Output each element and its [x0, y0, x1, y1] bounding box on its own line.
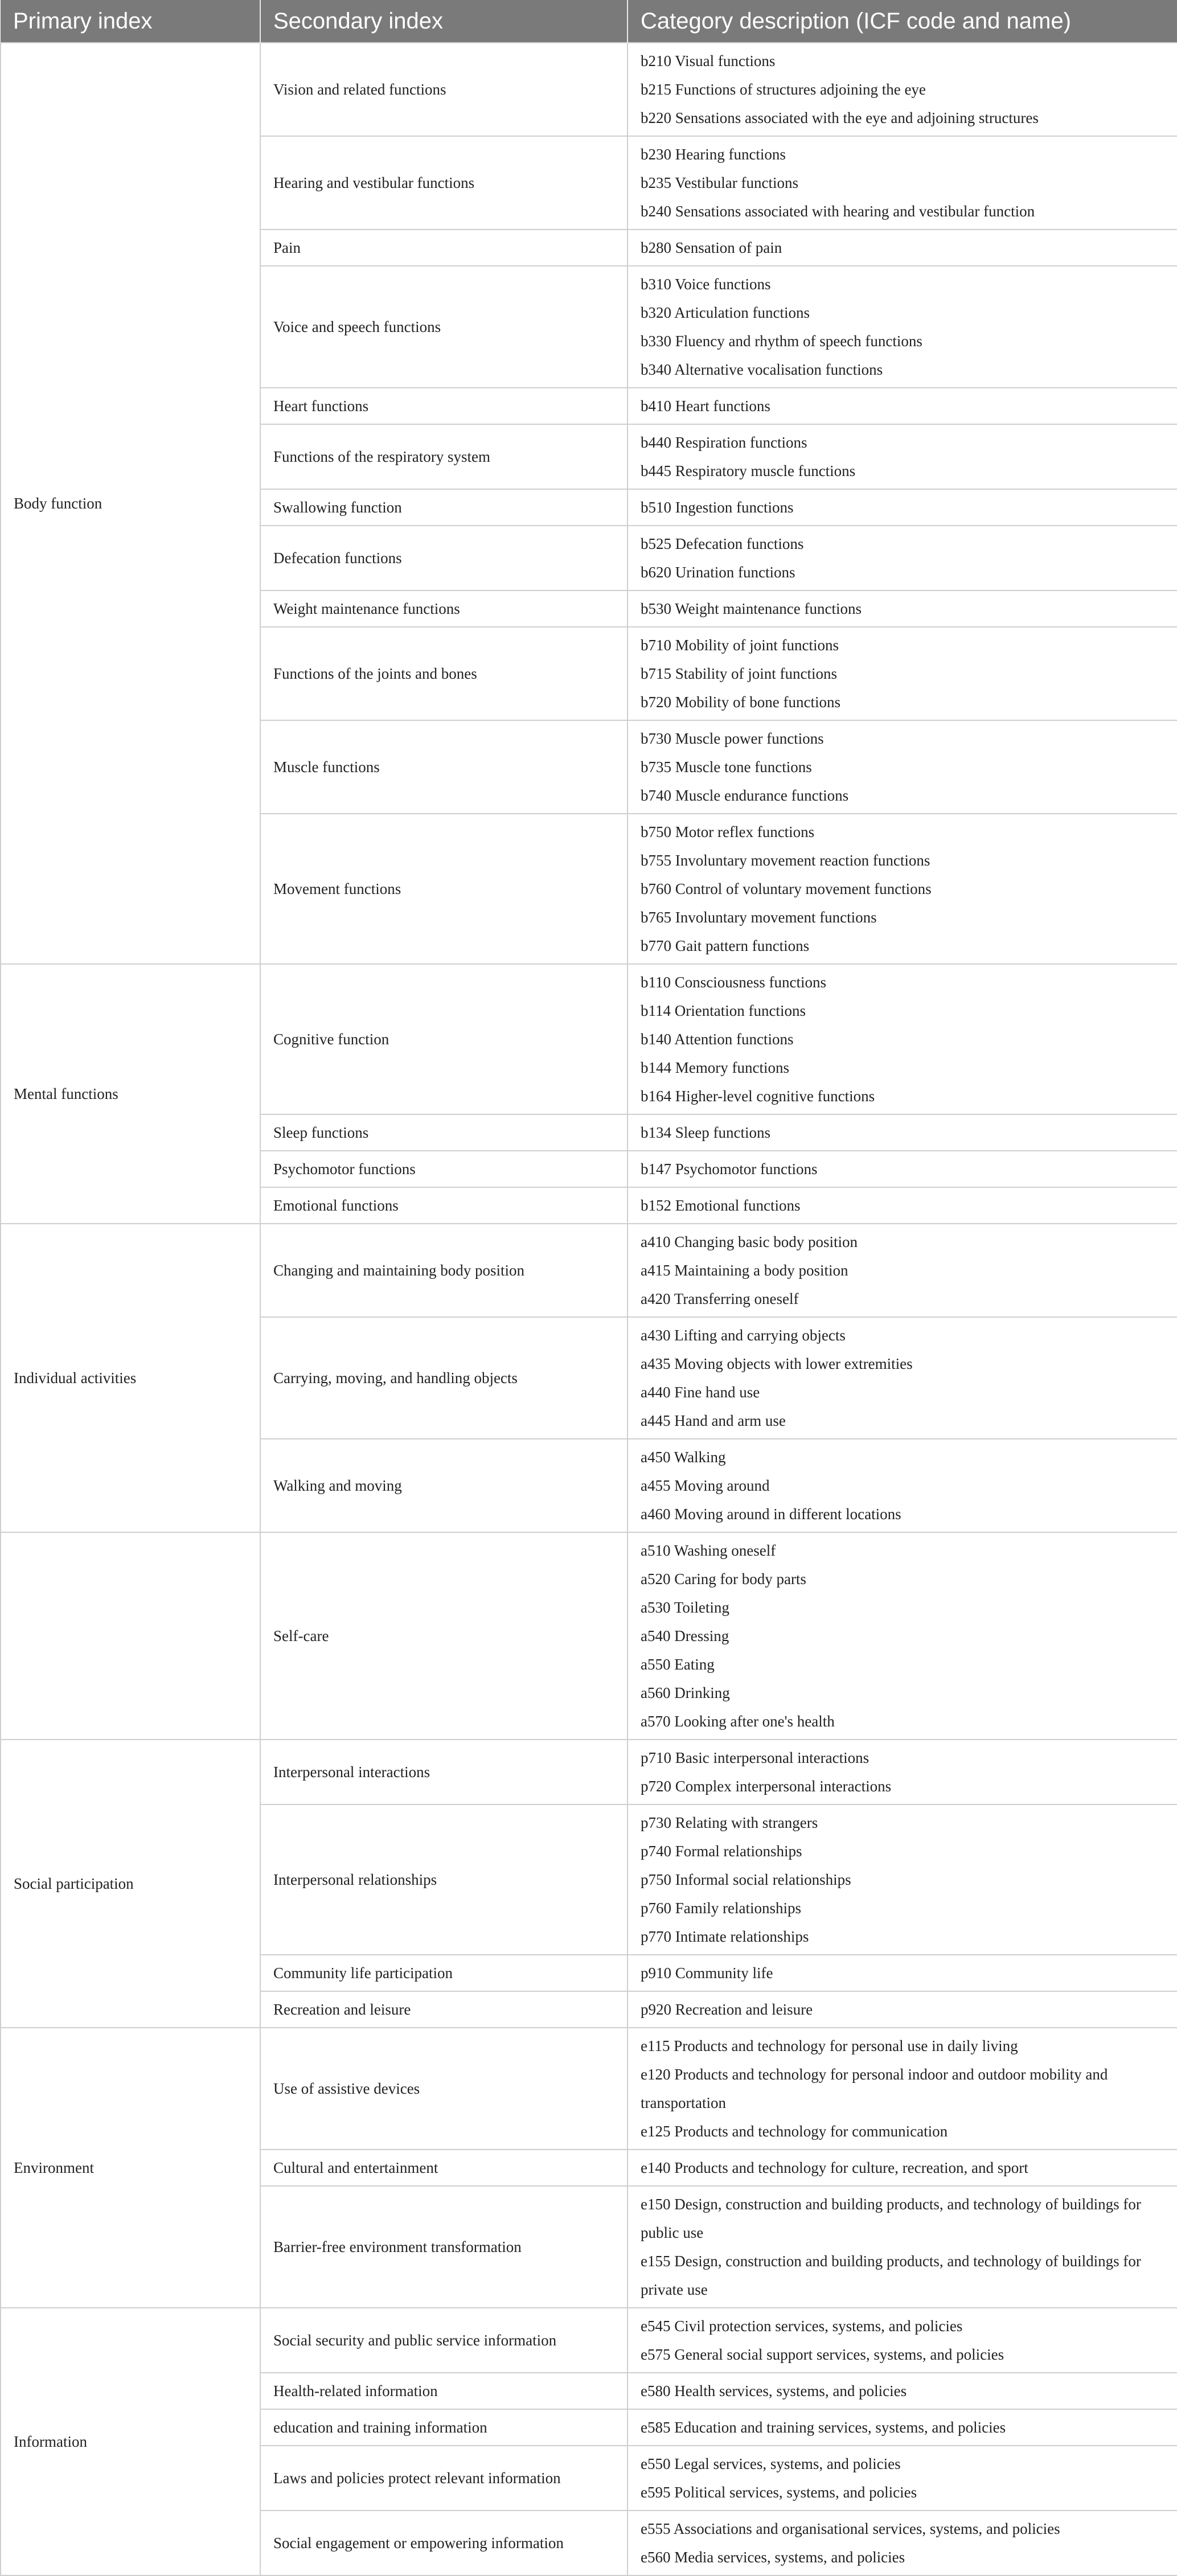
- secondary-index-cell: Interpersonal interactions: [260, 1740, 628, 1804]
- icf-code-entry: a445 Hand and arm use: [641, 1412, 786, 1429]
- primary-index-cell: Body function: [1, 43, 260, 964]
- secondary-index-cell: Social engagement or empowering information: [260, 2511, 628, 2575]
- icf-code-entry: b110 Consciousness functions: [641, 974, 826, 991]
- secondary-index-cell: Weight maintenance functions: [260, 590, 628, 627]
- category-description-cell: [628, 489, 1177, 526]
- icf-code-entry: e595 Political services, systems, and policies: [641, 2484, 917, 2501]
- secondary-index-cell: Social security and public service information: [260, 2308, 628, 2373]
- icf-code-entry: b340 Alternative vocalisation functions: [641, 361, 883, 378]
- secondary-index-cell: Walking and moving: [260, 1439, 628, 1532]
- icf-code-entry: b750 Motor reflex functions: [641, 823, 815, 840]
- category-description-cell: [628, 2028, 1177, 2150]
- icf-code-entry: a510 Washing oneself: [641, 1542, 776, 1559]
- icf-code-entry: b134 Sleep functions: [641, 1124, 770, 1141]
- category-description-cell: [628, 388, 1177, 424]
- icf-code-entry: p770 Intimate relationships: [641, 1928, 809, 1945]
- icf-code-entry: e585 Education and training services, systems, and policies: [641, 2419, 1006, 2436]
- secondary-index-cell: Cultural and entertainment: [260, 2150, 628, 2186]
- icf-code-entry: e575 General social support services, systems, and policies: [641, 2346, 1004, 2363]
- category-description-cell: [628, 1955, 1177, 1991]
- category-description-cell: [628, 1439, 1177, 1532]
- icf-code-entry: b144 Memory functions: [641, 1059, 789, 1076]
- icf-code-entry: a420 Transferring oneself: [641, 1290, 799, 1307]
- icf-code-entry: b147 Psychomotor functions: [641, 1160, 818, 1178]
- icf-code-entry: b445 Respiratory muscle functions: [641, 462, 856, 479]
- category-description-cell: [628, 2150, 1177, 2186]
- table-row: [1, 1532, 1177, 1740]
- category-description-cell: [628, 526, 1177, 590]
- icf-code-entry: b760 Control of voluntary movement functions: [641, 880, 932, 897]
- icf-code-entry: p740 Formal relationships: [641, 1843, 802, 1860]
- icf-code-entry: b215 Functions of structures adjoining the eye: [641, 81, 926, 98]
- category-description-cell: [628, 43, 1177, 136]
- icf-code-entry: b230 Hearing functions: [641, 146, 786, 163]
- icf-code-entry: e125 Products and technology for communication: [641, 2123, 948, 2140]
- header-primary-index: Primary index: [1, 0, 260, 43]
- icf-code-entry: a560 Drinking: [641, 1684, 730, 1701]
- icf-code-entry: p910 Community life: [641, 1964, 773, 1982]
- secondary-index-cell: Community life participation: [260, 1955, 628, 1991]
- category-description-cell: [628, 590, 1177, 627]
- secondary-index-cell: Cognitive function: [260, 964, 628, 1114]
- icf-code-entry: e140 Products and technology for culture, recreation, and sport: [641, 2159, 1028, 2176]
- table-body: [1, 43, 1177, 2575]
- icf-code-entry: b715 Stability of joint functions: [641, 665, 837, 682]
- icf-code-entry: b510 Ingestion functions: [641, 499, 794, 516]
- icf-code-entry: b765 Involuntary movement functions: [641, 909, 877, 926]
- icf-code-entry: a435 Moving objects with lower extremities: [641, 1355, 913, 1372]
- primary-index-cell: Social participation: [1, 1740, 260, 2028]
- icf-code-entry: a550 Eating: [641, 1656, 715, 1673]
- icf-code-entry: b235 Vestibular functions: [641, 174, 798, 191]
- icf-code-entry: b710 Mobility of joint functions: [641, 637, 839, 654]
- category-description-cell: [628, 2409, 1177, 2446]
- icf-code-entry: b620 Urination functions: [641, 564, 795, 581]
- icf-code-entry: b140 Attention functions: [641, 1031, 794, 1048]
- header-secondary-index: Secondary index: [260, 0, 628, 43]
- icf-code-entry: b310 Voice functions: [641, 276, 771, 293]
- category-description-cell: [628, 2373, 1177, 2409]
- icf-code-entry: p710 Basic interpersonal interactions: [641, 1749, 870, 1766]
- icf-code-entry: b440 Respiration functions: [641, 434, 807, 451]
- secondary-index-cell: Muscle functions: [260, 720, 628, 814]
- category-description-cell: [628, 814, 1177, 964]
- secondary-index-cell: Heart functions: [260, 388, 628, 424]
- secondary-index-cell: Movement functions: [260, 814, 628, 964]
- icf-code-entry: a440 Fine hand use: [641, 1384, 760, 1401]
- category-description-cell: [628, 627, 1177, 720]
- category-description-cell: [628, 1151, 1177, 1187]
- secondary-index-cell: Emotional functions: [260, 1187, 628, 1224]
- primary-index-cell: [1, 1532, 260, 1740]
- table-header: [1, 0, 1177, 43]
- icf-code-entry: a530 Toileting: [641, 1599, 729, 1616]
- secondary-index-cell: Functions of the respiratory system: [260, 424, 628, 489]
- category-description-cell: [628, 964, 1177, 1114]
- icf-code-entry: p730 Relating with strangers: [641, 1814, 818, 1831]
- secondary-index-cell: Vision and related functions: [260, 43, 628, 136]
- icf-code-entry: b410 Heart functions: [641, 397, 770, 415]
- icf-code-entry: b770 Gait pattern functions: [641, 937, 810, 954]
- icf-code-entry: e550 Legal services, systems, and policies: [641, 2455, 901, 2472]
- icf-code-entry: e155 Design, construction and building products, and technology of buildings for private use: [641, 2253, 1141, 2298]
- icf-code-entry: b755 Involuntary movement reaction functions: [641, 852, 930, 869]
- icf-code-entry: p750 Informal social relationships: [641, 1871, 851, 1888]
- category-description-cell: [628, 2308, 1177, 2373]
- icf-code-entry: b525 Defecation functions: [641, 535, 804, 552]
- icf-code-entry: a415 Maintaining a body position: [641, 1262, 848, 1279]
- icf-code-entry: b114 Orientation functions: [641, 1002, 806, 1019]
- table-row: [1, 2308, 1177, 2373]
- icf-code-entry: b152 Emotional functions: [641, 1197, 801, 1214]
- category-description-cell: [628, 229, 1177, 266]
- secondary-index-cell: education and training information: [260, 2409, 628, 2446]
- icf-code-entry: b730 Muscle power functions: [641, 730, 824, 747]
- icf-code-entry: a450 Walking: [641, 1449, 726, 1466]
- category-description-cell: [628, 1187, 1177, 1224]
- secondary-index-cell: Psychomotor functions: [260, 1151, 628, 1187]
- icf-code-entry: b320 Articulation functions: [641, 304, 810, 321]
- table-row: [1, 1740, 1177, 1804]
- secondary-index-cell: Laws and policies protect relevant information: [260, 2446, 628, 2511]
- secondary-index-cell: Sleep functions: [260, 1114, 628, 1151]
- secondary-index-cell: Carrying, moving, and handling objects: [260, 1317, 628, 1439]
- category-description-cell: [628, 2446, 1177, 2511]
- icf-code-entry: b240 Sensations associated with hearing and vestibular function: [641, 203, 1035, 220]
- secondary-index-cell: Voice and speech functions: [260, 266, 628, 388]
- category-description-cell: [628, 2186, 1177, 2308]
- icf-code-entry: b210 Visual functions: [641, 52, 776, 69]
- category-description-cell: [628, 1532, 1177, 1740]
- secondary-index-cell: Hearing and vestibular functions: [260, 136, 628, 229]
- icf-code-entry: e555 Associations and organisational services, systems, and policies: [641, 2520, 1060, 2537]
- category-description-cell: [628, 1804, 1177, 1955]
- icf-code-entry: a410 Changing basic body position: [641, 1233, 858, 1250]
- primary-index-cell: Environment: [1, 2028, 260, 2308]
- icf-code-entry: e545 Civil protection services, systems, and policies: [641, 2317, 963, 2335]
- category-description-cell: [628, 1224, 1177, 1317]
- secondary-index-cell: Use of assistive devices: [260, 2028, 628, 2150]
- secondary-index-cell: Changing and maintaining body position: [260, 1224, 628, 1317]
- icf-code-entry: e150 Design, construction and building products, and technology of buildings for public use: [641, 2196, 1141, 2241]
- table-row: [1, 2028, 1177, 2150]
- secondary-index-cell: Recreation and leisure: [260, 1991, 628, 2028]
- header-category-description: Category description (ICF code and name): [628, 0, 1177, 43]
- category-description-cell: [628, 136, 1177, 229]
- icf-code-entry: a460 Moving around in different locations: [641, 1506, 901, 1523]
- secondary-index-cell: Barrier-free environment transformation: [260, 2186, 628, 2308]
- icf-code-entry: a540 Dressing: [641, 1627, 729, 1644]
- icf-code-entry: b530 Weight maintenance functions: [641, 600, 862, 617]
- category-description-cell: [628, 1317, 1177, 1439]
- icf-code-entry: b740 Muscle endurance functions: [641, 787, 849, 804]
- icf-code-entry: b330 Fluency and rhythm of speech functions: [641, 333, 922, 350]
- icf-code-entry: a570 Looking after one's health: [641, 1713, 835, 1730]
- icf-code-entry: a430 Lifting and carrying objects: [641, 1327, 846, 1344]
- icf-code-entry: a520 Caring for body parts: [641, 1570, 806, 1588]
- icf-code-entry: p760 Family relationships: [641, 1900, 801, 1917]
- icf-code-entry: b280 Sensation of pain: [641, 239, 782, 256]
- category-description-cell: [628, 424, 1177, 489]
- category-description-cell: [628, 720, 1177, 814]
- category-description-cell: [628, 266, 1177, 388]
- header-row: [1, 0, 1177, 43]
- icf-code-entry: p920 Recreation and leisure: [641, 2001, 813, 2018]
- table-row: [1, 43, 1177, 136]
- secondary-index-cell: Functions of the joints and bones: [260, 627, 628, 720]
- icf-code-entry: e580 Health services, systems, and policies: [641, 2382, 907, 2399]
- secondary-index-cell: Self-care: [260, 1532, 628, 1740]
- icf-code-entry: b735 Muscle tone functions: [641, 758, 812, 776]
- table-row: [1, 964, 1177, 1114]
- category-description-cell: [628, 2511, 1177, 2575]
- category-description-cell: [628, 1991, 1177, 2028]
- primary-index-cell: Individual activities: [1, 1224, 260, 1532]
- table-row: [1, 1224, 1177, 1317]
- icf-code-entry: b720 Mobility of bone functions: [641, 694, 840, 711]
- icf-code-entry: a455 Moving around: [641, 1477, 770, 1494]
- icf-code-entry: p720 Complex interpersonal interactions: [641, 1778, 892, 1795]
- icf-code-entry: b164 Higher-level cognitive functions: [641, 1088, 875, 1105]
- primary-index-cell: Information: [1, 2308, 260, 2575]
- secondary-index-cell: Defecation functions: [260, 526, 628, 590]
- primary-index-cell: Mental functions: [1, 964, 260, 1224]
- category-description-cell: [628, 1740, 1177, 1804]
- secondary-index-cell: Pain: [260, 229, 628, 266]
- category-description-cell: [628, 1114, 1177, 1151]
- secondary-index-cell: Health-related information: [260, 2373, 628, 2409]
- secondary-index-cell: Swallowing function: [260, 489, 628, 526]
- icf-code-entry: e120 Products and technology for personal indoor and outdoor mobility and transportation: [641, 2066, 1108, 2111]
- secondary-index-cell: Interpersonal relationships: [260, 1804, 628, 1955]
- icf-code-entry: e560 Media services, systems, and policies: [641, 2549, 905, 2566]
- icf-code-entry: b220 Sensations associated with the eye and adjoining structures: [641, 109, 1039, 126]
- icf-code-entry: e115 Products and technology for personal use in daily living: [641, 2037, 1018, 2054]
